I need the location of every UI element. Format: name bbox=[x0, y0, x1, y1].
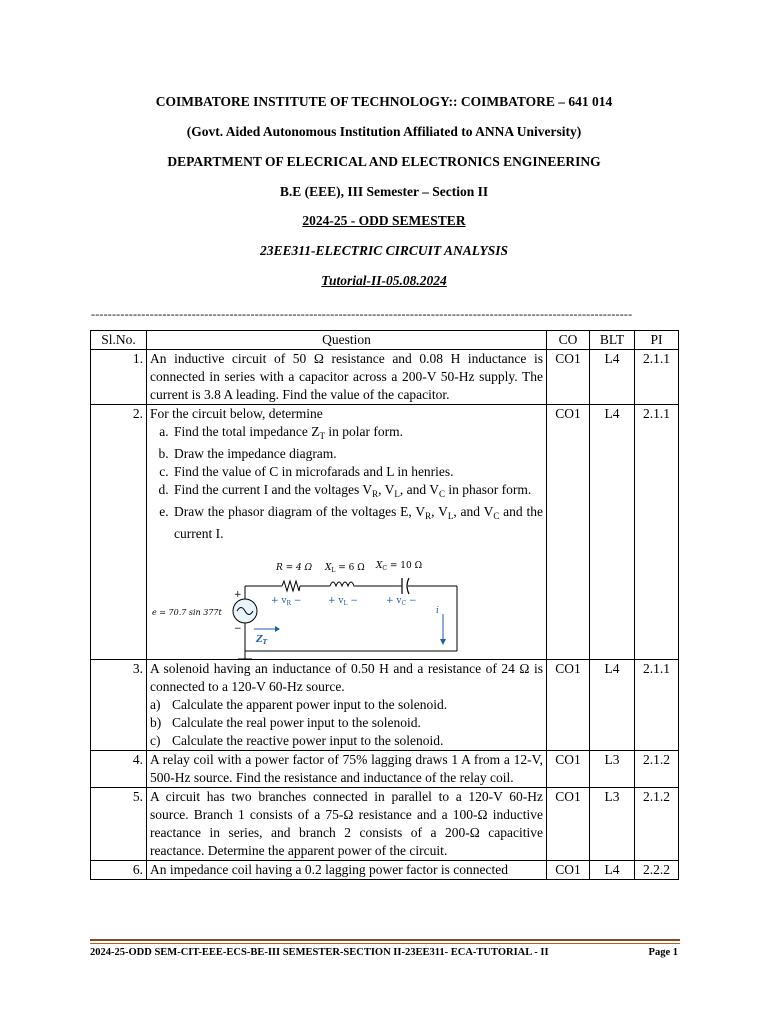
row-pi: 2.2.2 bbox=[635, 861, 679, 880]
row-pi: 2.1.1 bbox=[635, 350, 679, 405]
question-text: A relay coil with a power factor of 75% lagging draws 1 A from a 12-V, 500-Hz source. Find the resistance and inductance of the relay coil. bbox=[147, 751, 547, 788]
row-number: 6. bbox=[91, 861, 147, 880]
row-blt: L3 bbox=[590, 788, 635, 861]
vr-label: + $v_R$ − bbox=[271, 596, 302, 607]
inductor-symbol bbox=[330, 582, 355, 586]
row-co: CO1 bbox=[547, 660, 590, 751]
row-number: 4. bbox=[91, 751, 147, 788]
row-blt: L3 bbox=[590, 751, 635, 788]
row-number: 3. bbox=[91, 660, 147, 751]
row-pi: 2.1.2 bbox=[635, 788, 679, 861]
table-row bbox=[91, 660, 679, 751]
row-pi: 2.1.1 bbox=[635, 660, 679, 751]
footer-text: 2024-25-ODD SEM-CIT-EEE-ECS-BE-III SEMESTER-SECTION II-23EE311- ECA-TUTORIAL - II bbox=[90, 947, 549, 958]
row-pi: 2.1.2 bbox=[635, 751, 679, 788]
header-co: CO bbox=[547, 331, 590, 350]
row-co: CO1 bbox=[547, 861, 590, 880]
question-intro: For the circuit below, determine bbox=[150, 406, 323, 421]
footer-divider bbox=[90, 939, 680, 941]
header-slno: Sl.No. bbox=[91, 331, 147, 350]
source-plus-sign: + bbox=[234, 590, 242, 600]
vc-label: + $v_C$ − bbox=[386, 596, 417, 607]
tutorial-title: Tutorial-II-05.08.2024 bbox=[321, 273, 447, 288]
inductive-reactance-label: $X_L = 6$ Ω bbox=[325, 563, 365, 574]
row-number: 2. bbox=[91, 405, 147, 660]
question-table bbox=[90, 330, 679, 880]
list-item: c) Calculate the reactive power input to the solenoid. bbox=[150, 733, 444, 748]
table-row bbox=[91, 751, 679, 788]
resistor-symbol bbox=[282, 581, 300, 591]
table-row bbox=[91, 405, 679, 660]
header-pi: PI bbox=[635, 331, 679, 350]
question-intro: A solenoid having an inductance of 0.50 H and a resistance of 24 Ω is connected to a 120-V 60-Hz source. bbox=[150, 661, 543, 694]
institute-title: COIMBATORE INSTITUTE OF TECHNOLOGY:: COIMBATORE – 641 014 bbox=[155, 94, 613, 109]
affiliation-line: (Govt. Aided Autonomous Institution Affiliated to ANNA University) bbox=[186, 124, 582, 139]
question-text bbox=[147, 660, 547, 751]
capacitive-reactance-label: $X_C = 10$ Ω bbox=[376, 561, 423, 572]
list-item: b) Calculate the real power input to the solenoid. bbox=[150, 715, 421, 730]
list-item: d. Find the current I and the voltages $V_R$, $V_L$, and $V_C$ in phasor form. bbox=[172, 481, 543, 503]
circuit-diagram bbox=[150, 559, 465, 659]
question-text: An impedance coil having a 0.2 lagging power factor is connected bbox=[147, 861, 547, 880]
sub-question-list bbox=[150, 696, 543, 750]
header-question: Question bbox=[147, 331, 547, 350]
row-blt: L4 bbox=[590, 405, 635, 660]
table-row bbox=[91, 788, 679, 861]
row-co: CO1 bbox=[547, 405, 590, 660]
source-minus-sign: − bbox=[234, 624, 242, 634]
sub-question-list bbox=[150, 423, 543, 543]
page-number: Page 1 bbox=[648, 947, 678, 958]
row-blt: L4 bbox=[590, 350, 635, 405]
table-row bbox=[91, 861, 679, 880]
row-co: CO1 bbox=[547, 751, 590, 788]
vl-label: + $v_L$ − bbox=[328, 596, 358, 607]
row-co: CO1 bbox=[547, 350, 590, 405]
table-header-row bbox=[91, 331, 679, 350]
row-pi: 2.1.1 bbox=[635, 405, 679, 660]
row-number: 1. bbox=[91, 350, 147, 405]
list-item: a. Find the total impedance $Z_T$ in polar form. bbox=[172, 423, 543, 445]
impedance-arrow bbox=[275, 626, 280, 632]
header-blt: BLT bbox=[590, 331, 635, 350]
table-row bbox=[91, 350, 679, 405]
row-number: 5. bbox=[91, 788, 147, 861]
list-item: b. Draw the impedance diagram. bbox=[172, 445, 543, 463]
source-label: e = 70.7 sin 377t bbox=[152, 608, 222, 617]
row-blt: L4 bbox=[590, 861, 635, 880]
semester-line: 2024-25 - ODD SEMESTER bbox=[302, 213, 466, 228]
total-impedance-label: $Z_T$ bbox=[256, 635, 268, 646]
program-line: B.E (EEE), III Semester – Section II bbox=[279, 184, 489, 199]
question-text: A circuit has two branches connected in parallel to a 120-V 60-Hz source. Branch 1 consists of a 75-Ω resistance and a 100-Ω inductive reactance in series, and branch 2 consists of a 200-Ω capacitive reactance. Determine the apparent power of the circuit. bbox=[147, 788, 547, 861]
resistor-label: R = 4 Ω bbox=[276, 563, 313, 573]
row-blt: L4 bbox=[590, 660, 635, 751]
row-co: CO1 bbox=[547, 788, 590, 861]
list-item: e. Draw the phasor diagram of the voltages E, $V_R$, $V_L$, and $V_C$ and the current I. bbox=[172, 503, 543, 543]
current-arrow bbox=[440, 639, 446, 645]
current-label: i bbox=[436, 606, 439, 616]
question-text: An inductive circuit of 50 Ω resistance and 0.08 H inductance is connected in series with a capacitor across a 200-V 50-Hz supply. The current is 3.8 A leading. Find the value of the capacitor. bbox=[147, 350, 547, 405]
separator-line: --------------------------------------------------------------------------------------------------------------------------------- bbox=[91, 309, 633, 319]
course-title: 23EE311-ELECTRIC CIRCUIT ANALYSIS bbox=[259, 243, 509, 258]
footer-divider-accent bbox=[90, 943, 680, 944]
question-text bbox=[147, 405, 547, 660]
department-title: DEPARTMENT OF ELECRICAL AND ELECTRONICS ENGINEERING bbox=[167, 154, 601, 169]
list-item: a) Calculate the apparent power input to the solenoid. bbox=[150, 697, 448, 712]
list-item: c. Find the value of C in microfarads and L in henries. bbox=[172, 463, 543, 481]
